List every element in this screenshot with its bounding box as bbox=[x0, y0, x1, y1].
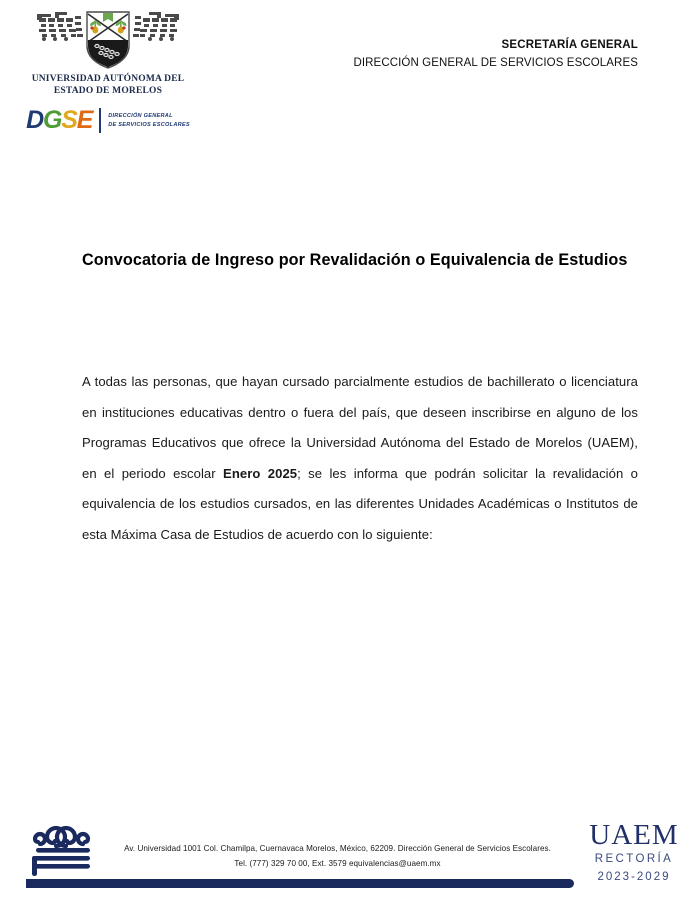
rectoria-years: 2023-2029 bbox=[597, 870, 671, 883]
dgse-letter-d: D bbox=[26, 106, 43, 135]
page-footer bbox=[0, 820, 700, 902]
footer-contact-info bbox=[105, 842, 570, 872]
rectoria-uaem-wordmark: UAEM bbox=[589, 819, 679, 851]
university-name bbox=[32, 73, 185, 97]
dgse-acronym bbox=[26, 108, 92, 133]
document-body bbox=[82, 236, 638, 563]
dgse-subtitle-line2: DE SERVICIOS ESCOLARES bbox=[108, 121, 190, 128]
dgse-letter-e: E bbox=[76, 106, 93, 135]
dgse-divider bbox=[99, 108, 101, 133]
dgse-subtitle bbox=[108, 112, 190, 130]
dgse-subtitle-line1: DIRECCIÓN GENERAL bbox=[108, 112, 173, 119]
secretaria-general-label: SECRETARÍA GENERAL bbox=[501, 39, 638, 51]
page-title: Convocatoria de Ingreso por Revalidación o Equivalencia de Estudios bbox=[82, 250, 628, 269]
dgse-logo bbox=[26, 108, 190, 133]
institutional-branding bbox=[18, 8, 198, 133]
rectoria-logo bbox=[580, 820, 688, 885]
university-name-line2: ESTADO DE MORELOS bbox=[53, 86, 163, 97]
dgse-letter-g: G bbox=[42, 106, 62, 135]
paragraph-part-2: ; se les informa que podrán solicitar la revalidación o equivalencia de los estudios cursados, en las diferentes Unidades Académicas o Institutos de esta Máxima Casa de Estudios de acuerdo con lo siguiente: bbox=[82, 465, 638, 542]
uaem-crest-icon bbox=[35, 8, 181, 70]
footer-address: Av. Universidad 1001 Col. Chamilpa, Cuernavaca Morelos, México, 62209. Dirección General de Servicios Escolares. bbox=[124, 844, 551, 853]
intro-paragraph bbox=[82, 367, 638, 550]
direccion-general-label: DIRECCIÓN GENERAL DE SERVICIOS ESCOLARES bbox=[353, 56, 638, 69]
rectoria-label: RECTORÍA bbox=[594, 853, 674, 866]
page-header bbox=[0, 0, 700, 150]
university-name-line1: UNIVERSIDAD AUTÓNOMA DEL bbox=[31, 74, 185, 84]
dgse-letter-s: S bbox=[61, 106, 77, 135]
aztec-scroll-glyph-icon bbox=[22, 822, 102, 880]
footer-phone-email: Tel. (777) 329 70 00, Ext. 3579 equivalencias@uaem.mx bbox=[234, 858, 441, 868]
periodo-escolar-highlight: Enero 2025 bbox=[223, 465, 298, 481]
header-department-block bbox=[353, 38, 638, 71]
paragraph-part-1: A todas las personas, que hayan cursado parcialmente estudios de bachillerato o licenciatura en instituciones educativas dentro o fuera del país, que deseen inscribirse en alguno de los Programas Educativos que ofrece la Universidad Autónoma del Estado de Morelos (UAEM), en el periodo escolar bbox=[82, 374, 638, 481]
footer-rule bbox=[26, 879, 574, 888]
